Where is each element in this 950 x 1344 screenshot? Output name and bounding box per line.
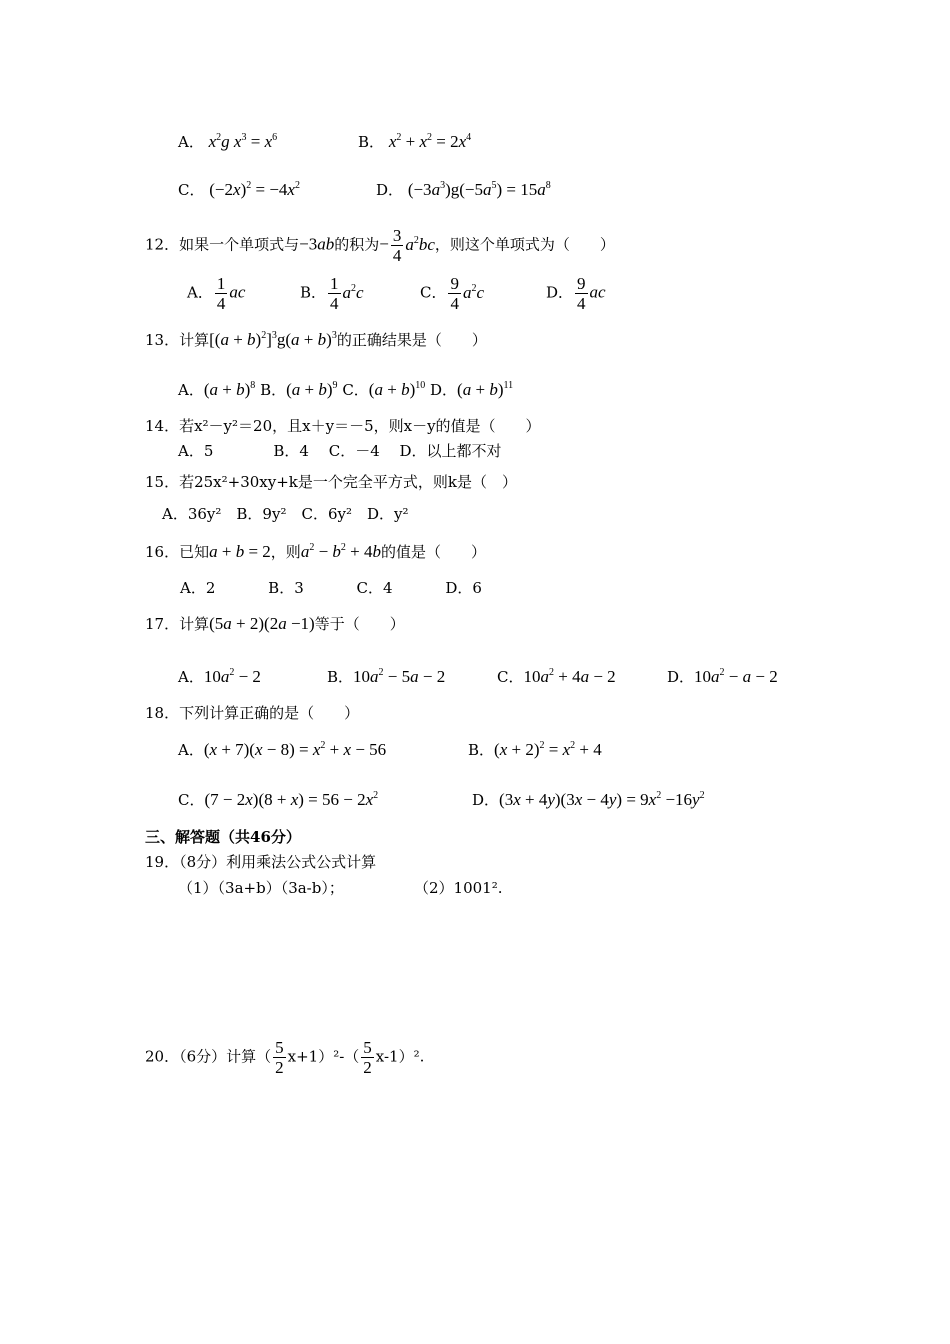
q17-option-a: A．$10a^2 - 2$ [178,667,261,686]
q19-stem: 19．（8分）利用乘法公式公式计算 [145,853,377,871]
q12-option-d: D． $\frac{9}{4}$ ac [546,274,606,313]
q12-option-a: A． $\frac{1}{4}$ ac [187,274,246,313]
q16-stem: 16．已知a + b = 2，则$a^2 - b^2 + 4b$的值是（ ） [145,542,487,561]
q18-option-d: D．$(3x + 4y)(3x - 4y) = 9x^2 -16y^2$ [472,790,705,809]
q11-option-c: C． $(-2x)^2 = -4x^2$ [178,180,300,199]
q18-option-c: C．$(7 - 2x)(8 + x) = 56 - 2x^2$ [178,790,379,809]
q18-stem: 18．下列计算正确的是（ ） [145,704,360,722]
q11-option-d: D． $(-3a^3)g(-5a^5) = 15a^8$ [376,180,551,199]
q15-options: A．36y² B．9y² C．6y² D．y² [162,505,409,523]
q15-stem: 15．若25x²+30xy+k是一个完全平方式，则k是（ ） [145,473,517,491]
q18-option-a: A．$(x + 7)(x - 8) = x^2 + x - 56$ [178,740,387,759]
q19-part1: （1）（3a+b）（3a-b）； [178,879,344,897]
q11-option-b: B． $x^2 + x^2 = 2x^4$ [358,132,472,151]
q14-options: A．5 B．4 C．－4 D．以上都不对 [178,442,502,460]
q17-option-c: C．$10a^2 + 4a - 2$ [497,667,616,686]
q20-stem: 20．（6分）计算（ $\frac{5}{2}$ x+1）²-（ $\frac{5}{2}$ x-1）². [145,1038,425,1077]
q12-stem: 12．如果一个单项式与−3ab的积为− $\frac{3}{4}$ $a^2bc$，则这个单项式为（ ） [145,226,615,265]
q19-part2: （2）1001². [414,879,503,897]
q17-option-d: D．$10a^2 - a - 2$ [667,667,778,686]
q16-options: A．2 B．3 C．4 D．6 [180,579,482,597]
q13-options: A．$(a + b)^8$ B．$(a + b)^9$ C．$(a + b)^{10}$ D．$(a + b)^{11}$ [178,380,514,399]
q11-option-a: A． $x^2g$ $x^3 = x^6$ [178,132,278,151]
q12-option-c: C． $\frac{9}{4}$ $a^2c$ [420,274,485,313]
fraction-3-4: $\frac{3}{4}$ [392,226,402,265]
section-3-title: 三、解答题（共46分） [145,828,301,846]
q17-stem: 17．计算(5a + 2)(2a −1)等于（ ） [145,614,405,633]
q13-stem: 13．计算$[(a + b)^2]^3g(a + b)^3$的正确结果是（ ） [145,330,487,349]
q17-option-b: B．$10a^2 - 5a - 2$ [327,667,446,686]
q18-option-b: B．$(x + 2)^2 = x^2 + 4$ [468,740,602,759]
q14-stem: 14．若x²－y²＝20，且x＋y＝－5，则x－y的值是（ ） [145,417,541,435]
q12-option-b: B． $\frac{1}{4}$ $a^2c$ [300,274,364,313]
